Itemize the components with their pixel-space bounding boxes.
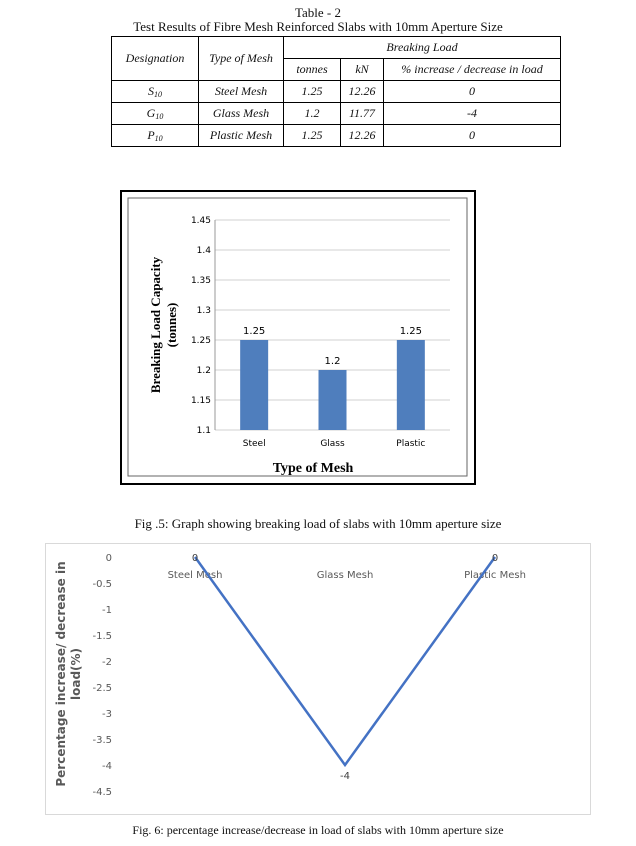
header-kn: kN <box>341 59 384 81</box>
y-tick-label: 1.1 <box>196 426 211 436</box>
y-tick-label: -3.5 <box>92 735 112 746</box>
x-tick-label: Steel Mesh <box>167 570 223 581</box>
cell-designation: $P_{10}$ <box>112 125 199 147</box>
x-tick-label: Glass Mesh <box>316 570 374 581</box>
y-tick-label: -0.5 <box>92 579 112 590</box>
data-label: 0 <box>491 553 499 564</box>
fig5-caption: Fig .5: Graph showing breaking load of slabs with 10mm aperture size <box>134 516 502 531</box>
y-tick-label: -2 <box>102 657 112 668</box>
header-designation: Designation <box>112 37 199 81</box>
y-tick-label: -1 <box>102 605 112 616</box>
chart-frame <box>46 544 591 815</box>
table-row <box>112 125 561 147</box>
y-tick-label: -2.5 <box>92 683 112 694</box>
y-tick-label: -3 <box>102 709 112 720</box>
cell-kn: 12.26 <box>341 125 384 147</box>
cell-tonnes: 1.25 <box>284 81 341 103</box>
y-tick-label: 1.15 <box>190 396 211 406</box>
bar-chart <box>120 190 480 490</box>
cell-kn: 12.26 <box>341 81 384 103</box>
y-tick-label: 1.45 <box>190 216 211 226</box>
table-caption: Test Results of Fibre Mesh Reinforced Slabs with 10mm Aperture Size <box>133 19 503 34</box>
cell-type: Plastic Mesh <box>199 125 284 147</box>
cell-pct: -4 <box>384 103 561 125</box>
cell-pct: 0 <box>384 81 561 103</box>
bar <box>319 370 347 430</box>
bar <box>397 340 425 430</box>
cell-kn: 11.77 <box>341 103 384 125</box>
cell-tonnes: 1.2 <box>284 103 341 125</box>
results-table <box>111 36 561 147</box>
table-title: Table - 2 <box>294 5 341 20</box>
data-label: 1.25 <box>243 326 266 337</box>
y-tick-label: -1.5 <box>92 631 112 642</box>
fig6-caption: Fig. 6: percentage increase/decrease in load of slabs with 10mm aperture size <box>132 823 504 837</box>
x-axis-label: Type of Mesh <box>272 461 354 476</box>
header-type: Type of Mesh <box>199 37 284 81</box>
table-row <box>112 81 561 103</box>
x-tick-label: Steel <box>242 439 266 449</box>
y-tick-label: 1.4 <box>196 246 211 256</box>
table-row <box>112 103 561 125</box>
data-label: 1.25 <box>399 326 422 337</box>
x-tick-label: Glass <box>320 439 345 449</box>
header-tonnes: tonnes <box>284 59 341 81</box>
cell-designation: $S_{10}$ <box>112 81 199 103</box>
y-tick-label: 1.2 <box>196 366 211 376</box>
y-tick-label: 0 <box>105 553 112 564</box>
y-tick-label: -4 <box>102 761 112 772</box>
header-breaking-load: Breaking Load <box>284 37 561 59</box>
y-tick-label: -4.5 <box>92 787 112 798</box>
data-label: 0 <box>191 553 199 564</box>
cell-pct: 0 <box>384 125 561 147</box>
cell-type: Glass Mesh <box>199 103 284 125</box>
cell-type: Steel Mesh <box>199 81 284 103</box>
x-tick-label: Plastic <box>396 439 426 449</box>
cell-tonnes: 1.25 <box>284 125 341 147</box>
y-axis-label: Breaking Load Capacity(tonnes) <box>148 256 179 394</box>
cell-designation: $G_{10}$ <box>112 103 199 125</box>
x-tick-label: Plastic Mesh <box>464 570 526 581</box>
data-label: -4 <box>340 771 350 782</box>
line-chart <box>45 543 591 815</box>
y-tick-label: 1.35 <box>190 276 211 286</box>
bar <box>240 340 268 430</box>
header-pct: % increase / decrease in load <box>384 59 561 81</box>
y-tick-label: 1.25 <box>190 336 211 346</box>
y-axis-label: Percentage increase/ decrease inload(%) <box>54 561 83 787</box>
y-tick-label: 1.3 <box>196 306 211 316</box>
data-label: 1.2 <box>324 356 341 367</box>
